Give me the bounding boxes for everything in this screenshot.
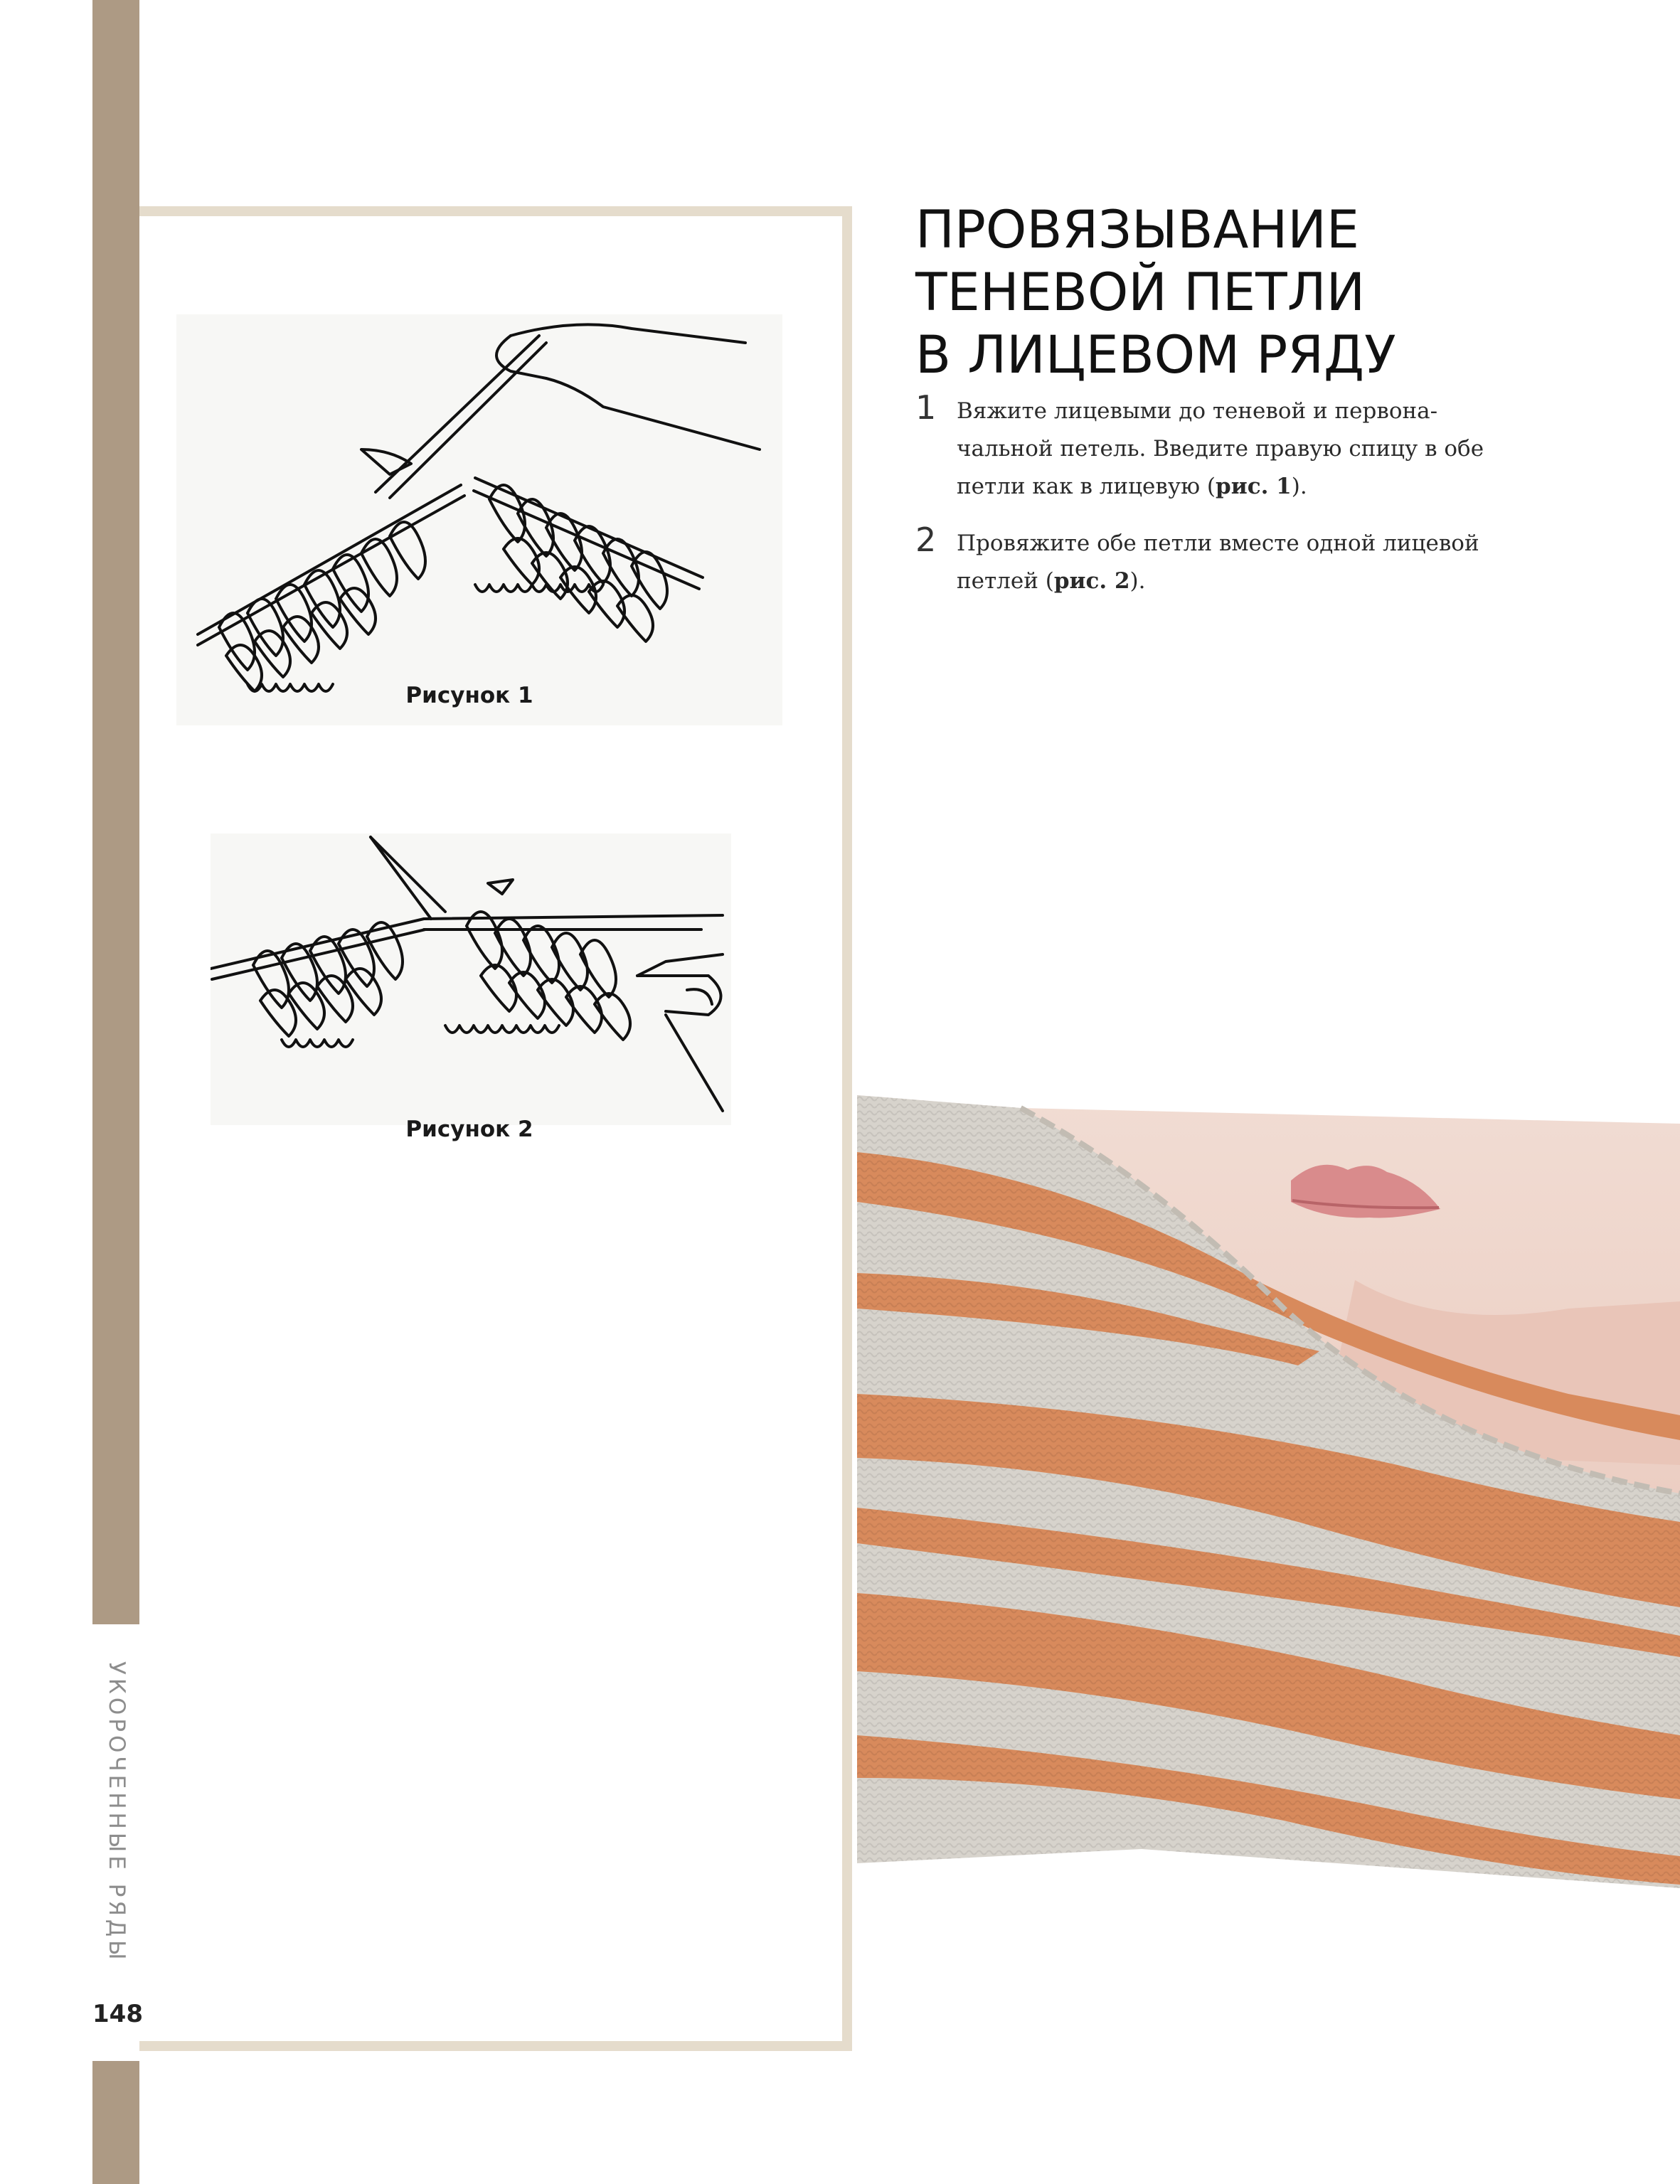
- title-line-3: В ЛИЦЕВОМ РЯДУ: [915, 325, 1396, 385]
- figure-1-caption: Рисунок 1: [405, 683, 533, 708]
- knitted-shawl-photo: [857, 1095, 1680, 1906]
- figure-1-illustration: [176, 314, 782, 725]
- figure-2-caption: Рисунок 2: [405, 1117, 533, 1142]
- shawl-photo-image: [857, 1095, 1680, 1906]
- article-title: [915, 199, 1413, 387]
- page-number: 148: [92, 2000, 143, 2028]
- step-2-text-main: Провяжите обе петли вместе одной лицевой петлей (: [957, 531, 1479, 594]
- step-1-figure-ref: рис. 1: [1216, 474, 1292, 499]
- step-1-number: 1: [915, 388, 937, 427]
- step-2-figure-ref: рис. 2: [1053, 568, 1130, 594]
- title-line-1: ПРОВЯЗЫВАНИЕ: [915, 200, 1360, 260]
- knitting-figure-1: [176, 314, 782, 725]
- step-1-text-main: Вяжите лицевыми до теневой и первоначальной петель. Введите правую спицу в обе петли как в лицевую (: [957, 398, 1484, 499]
- step-1-text: [957, 393, 1526, 506]
- figure-2-illustration: [211, 833, 731, 1125]
- section-label: УКОРОЧЕННЫЕ РЯДЫ: [104, 1661, 129, 1964]
- knitting-figure-2: [211, 833, 731, 1125]
- side-bar-bottom: [92, 2061, 139, 2184]
- step-1-text-end: ).: [1291, 474, 1307, 499]
- title-line-2: ТЕНЕВОЙ ПЕТЛИ: [915, 262, 1366, 323]
- step-2-text-end: ).: [1129, 568, 1146, 594]
- step-2-text: [957, 525, 1526, 600]
- step-2-number: 2: [915, 521, 937, 559]
- side-bar: [92, 0, 139, 1624]
